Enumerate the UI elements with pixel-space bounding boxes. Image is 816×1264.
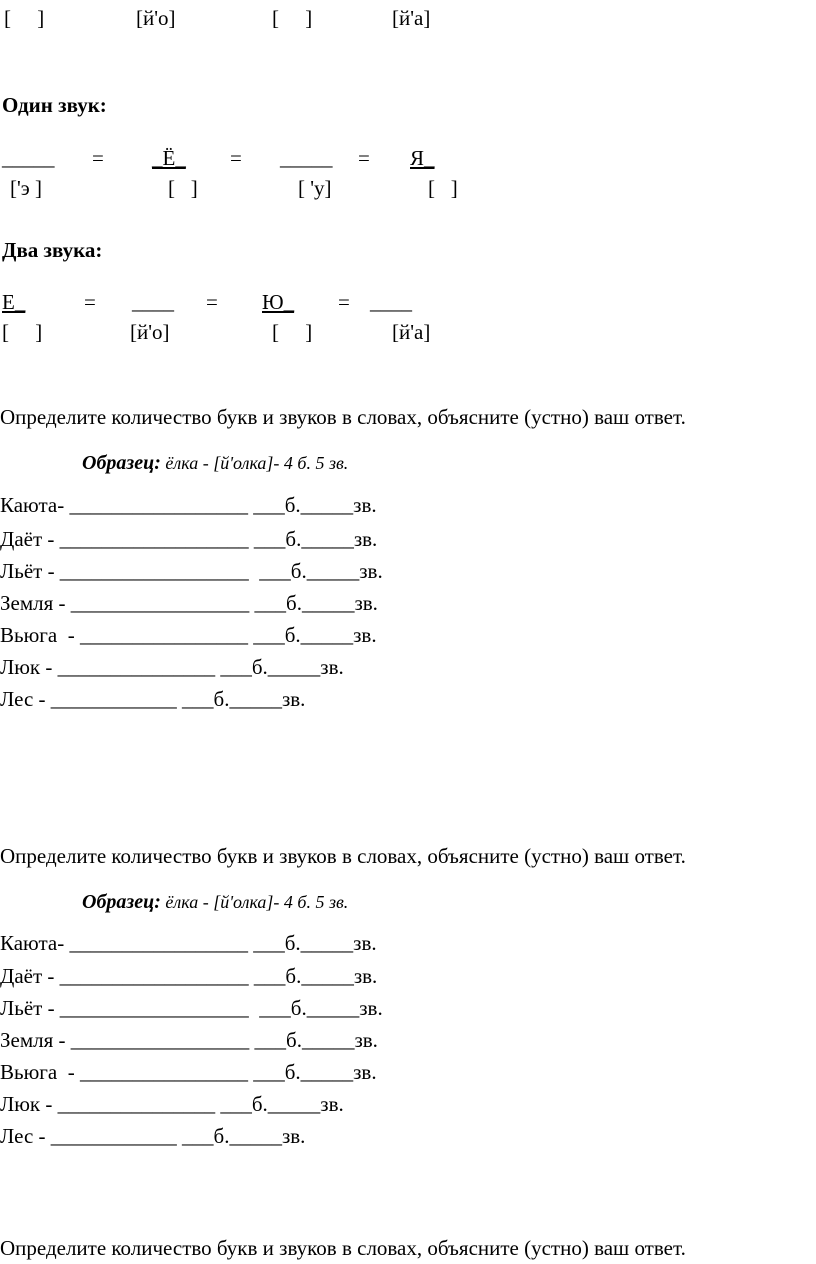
exercise-line: Льёт - __________________ ___б._____зв.: [0, 996, 383, 1020]
sound-slot: ['э ]: [10, 176, 43, 200]
exercise-line: Вьюга - ________________ ___б._____зв.: [0, 623, 377, 647]
equals-sign: =: [338, 290, 350, 314]
exercise-line: Люк - _______________ ___б._____зв.: [0, 1092, 344, 1116]
letter-slot: _____: [280, 146, 333, 170]
sound-slot: [ 'у]: [298, 176, 332, 200]
sound-slot: [й'а]: [392, 6, 431, 30]
equals-sign: =: [358, 146, 370, 170]
equals-sign: =: [206, 290, 218, 314]
sound-slot: [ ]: [168, 176, 198, 200]
equals-sign: =: [230, 146, 242, 170]
letter-slot: _Ё_: [152, 146, 186, 170]
exercise-line: Лес - ____________ ___б._____зв.: [0, 687, 306, 711]
exercise-line: Каюта- _________________ ___б._____зв.: [0, 493, 377, 517]
sample-text: ёлка - [й'олка]- 4 б. 5 зв.: [160, 892, 349, 912]
exercise-line: Люк - _______________ ___б._____зв.: [0, 655, 344, 679]
exercise-sample: [64, 435, 348, 491]
exercise-instruction: Определите количество букв и звуков в словах, объясните (устно) ваш ответ.: [0, 405, 686, 429]
exercise-instruction: Определите количество букв и звуков в словах, объясните (устно) ваш ответ.: [0, 844, 686, 868]
sound-slot: [й'о]: [130, 320, 170, 344]
exercise-line: Лес - ____________ ___б._____зв.: [0, 1124, 306, 1148]
two-sounds-heading: Два звука:: [2, 238, 103, 262]
exercise-instruction: Определите количество букв и звуков в словах, объясните (устно) ваш ответ.: [0, 1236, 686, 1260]
exercise-line: Даёт - __________________ ___б._____зв.: [0, 964, 378, 988]
sound-slot: [ ]: [4, 6, 45, 30]
exercise-line: Земля - _________________ ___б._____зв.: [0, 1028, 378, 1052]
exercise-line: Даёт - __________________ ___б._____зв.: [0, 527, 378, 551]
exercise-line: Каюта- _________________ ___б._____зв.: [0, 931, 377, 955]
sound-slot: [ ]: [2, 320, 43, 344]
letter-slot: Ю_: [262, 290, 295, 314]
sound-slot: [й'о]: [136, 6, 176, 30]
exercise-line: Льёт - __________________ ___б._____зв.: [0, 559, 383, 583]
sound-slot: [ ]: [428, 176, 458, 200]
sample-text: ёлка - [й'олка]- 4 б. 5 зв.: [160, 453, 349, 473]
letter-slot: Е_: [2, 290, 26, 314]
exercise-sample: [64, 874, 348, 930]
equals-sign: =: [84, 290, 96, 314]
sample-label: Образец:: [82, 891, 161, 913]
sound-slot: [ ]: [272, 6, 313, 30]
one-sound-heading: Один звук:: [2, 93, 107, 117]
letter-slot: ____: [132, 290, 174, 314]
letter-slot: Я_: [410, 146, 435, 170]
exercise-line: Вьюга - ________________ ___б._____зв.: [0, 1060, 377, 1084]
sound-slot: [ ]: [272, 320, 313, 344]
sound-slot: [й'а]: [392, 320, 431, 344]
equals-sign: =: [92, 146, 104, 170]
exercise-line: Земля - _________________ ___б._____зв.: [0, 591, 378, 615]
letter-slot: _____: [2, 146, 55, 170]
sample-label: Образец:: [82, 452, 161, 474]
letter-slot: ____: [370, 290, 412, 314]
